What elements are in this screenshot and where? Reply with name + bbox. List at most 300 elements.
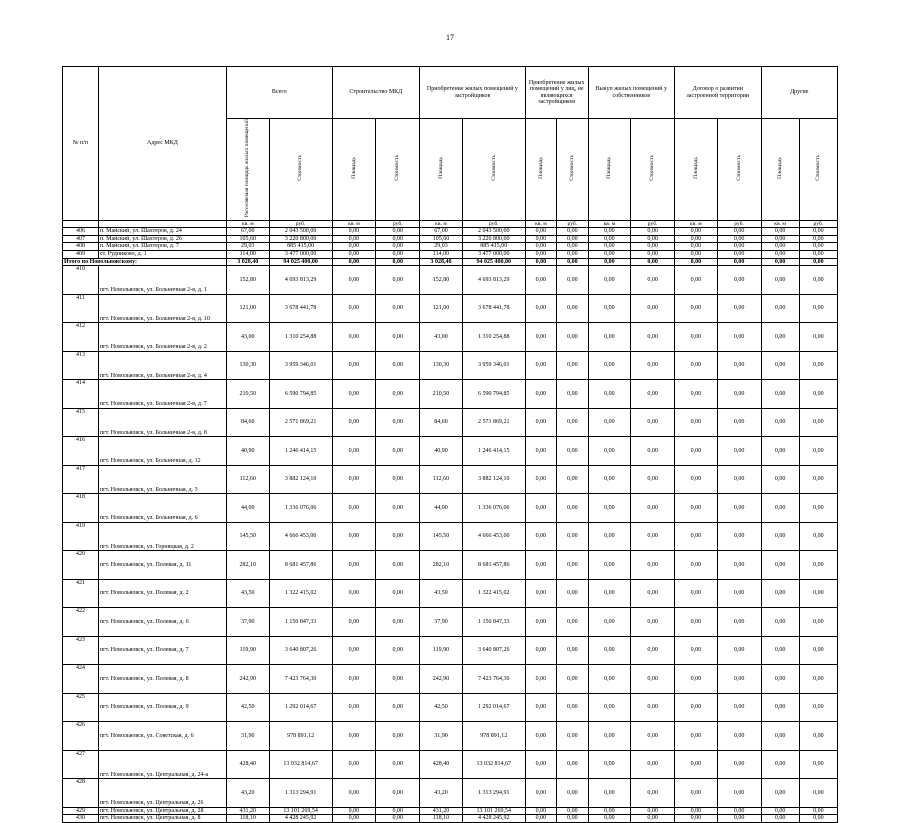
row-number: 420 [63,551,99,580]
area-cell: 0,00 [525,522,556,551]
address-cell: пгт. Новольвовск, ул. Больничная, д. 3 [98,465,226,494]
cost-cell: 0,00 [376,722,420,751]
cost-cell: 0,00 [376,522,420,551]
area-cell: 0,00 [761,636,799,665]
page-number: 17 [446,33,454,42]
cost-cell: 0,00 [717,243,761,251]
area-cell: 0,00 [332,380,376,409]
area-cell: 0,00 [525,494,556,523]
cost-cell: 0,00 [631,258,675,266]
cost-cell: 8 681 457,86 [269,551,332,580]
cost-cell: 13 101 269,54 [462,807,525,815]
area-cell: 0,00 [588,258,631,266]
cost-cell: 0,00 [557,815,588,823]
subheader-area: Площадь [420,119,463,221]
cost-cell: 0,00 [631,266,675,295]
area-cell: 152,80 [226,266,269,295]
cost-cell: 978 891,12 [462,722,525,751]
area-cell: 428,40 [420,750,463,779]
cost-cell: 0,00 [799,294,837,323]
cost-cell: 2 043 500,00 [462,228,525,236]
header-group: Приобретение жилых помещений у лиц, не являющихся застройщиком [525,67,588,119]
cost-cell: 0,00 [557,323,588,352]
row-number: 412 [63,323,99,352]
cost-cell: 0,00 [717,750,761,779]
area-cell: 0,00 [761,235,799,243]
row-number: 415 [63,408,99,437]
table-row [63,665,838,694]
cost-cell: 0,00 [717,608,761,637]
area-cell: 0,00 [588,228,631,236]
area-cell: 0,00 [761,750,799,779]
area-cell: 0,00 [761,266,799,295]
cost-cell: 0,00 [717,636,761,665]
cost-cell: 0,00 [557,779,588,808]
cost-cell: 0,00 [799,608,837,637]
area-cell: 0,00 [761,323,799,352]
cost-cell: 0,00 [376,750,420,779]
area-cell: 428,40 [226,750,269,779]
cost-cell: 0,00 [631,250,675,258]
cost-cell: 0,00 [631,243,675,251]
row-number: 406 [63,228,99,236]
area-cell: 0,00 [675,235,718,243]
cost-cell: 0,00 [557,351,588,380]
area-cell: 0,00 [675,266,718,295]
area-cell: 0,00 [332,665,376,694]
area-cell: 0,00 [525,243,556,251]
unit-cost: руб. [269,220,332,228]
area-cell: 0,00 [588,235,631,243]
address-cell: пгт. Новольвовск, ул. Больничная 2-я, д. 7 [98,380,226,409]
row-number: 408 [63,243,99,251]
area-cell: 0,00 [525,228,556,236]
area-cell: 0,00 [332,579,376,608]
cost-cell: 4 428 245,92 [462,815,525,823]
address-cell: пгт. Новольвовск, ул. Горняцкая, д. 2 [98,522,226,551]
cost-cell: 885 415,00 [462,243,525,251]
area-cell: 84,60 [420,408,463,437]
table-row [63,779,838,808]
cost-cell: 0,00 [557,636,588,665]
header-num: № п/п [63,67,99,221]
area-cell: 31,90 [226,722,269,751]
resettlement-table [62,66,838,823]
area-cell: 210,50 [226,380,269,409]
address-cell: пгт. Новольвовск, ул. Больничная, д. 6 [98,494,226,523]
cost-cell: 0,00 [631,551,675,580]
cost-cell: 0,00 [376,235,420,243]
table-row [63,693,838,722]
address-cell: пгт. Новольвовск, ул. Центральная, д. 8 [98,815,226,823]
header-group: Строительство МКД [332,67,420,119]
area-cell: 0,00 [332,323,376,352]
cost-cell: 3 640 807,26 [462,636,525,665]
cost-cell: 0,00 [799,494,837,523]
table-row [63,294,838,323]
area-cell: 105,60 [226,235,269,243]
unit-cost: руб. [799,220,837,228]
header-address: Адрес МКД [98,67,226,221]
subheader-cost: Стоимость [631,119,675,221]
area-cell: 431,20 [420,807,463,815]
cost-cell: 4 693 813,29 [462,266,525,295]
header-group: Всего [226,67,332,119]
area-cell: 0,00 [588,323,631,352]
cost-cell: 0,00 [717,235,761,243]
cost-cell: 0,00 [631,815,675,823]
area-cell: 0,00 [675,243,718,251]
cost-cell: 0,00 [376,551,420,580]
area-cell: 0,00 [332,779,376,808]
area-cell: 0,00 [588,665,631,694]
area-cell: 0,00 [761,608,799,637]
area-cell: 105,60 [420,235,463,243]
area-cell: 0,00 [332,608,376,637]
area-cell: 0,00 [525,815,556,823]
subheader-cost: Стоимость [376,119,420,221]
area-cell: 0,00 [761,243,799,251]
area-cell: 0,00 [761,408,799,437]
area-cell: 119,90 [226,636,269,665]
cost-cell: 3 477 000,00 [269,250,332,258]
address-cell: п. Майский, ул. Шахтеров, д. 26 [98,235,226,243]
cost-cell: 0,00 [631,522,675,551]
area-cell: 0,00 [525,722,556,751]
area-cell: 43,50 [226,579,269,608]
table-row [63,408,838,437]
area-cell: 67,00 [226,228,269,236]
cost-cell: 0,00 [799,465,837,494]
area-cell: 0,00 [675,408,718,437]
cost-cell: 0,00 [631,608,675,637]
area-cell: 0,00 [588,351,631,380]
area-cell: 0,00 [332,437,376,466]
cost-cell: 0,00 [376,258,420,266]
address-cell: пгт. Новольвовск, ул. Больничная 2-я, д. 1 [98,266,226,295]
area-cell: 40,90 [226,437,269,466]
area-cell: 0,00 [588,522,631,551]
cost-cell: 0,00 [376,693,420,722]
area-cell: 0,00 [588,494,631,523]
cost-cell: 0,00 [717,266,761,295]
cost-cell: 0,00 [631,722,675,751]
area-cell: 0,00 [525,693,556,722]
header-group: Договор о развитии застроенной территории [675,67,761,119]
area-cell: 0,00 [525,750,556,779]
cost-cell: 0,00 [799,258,837,266]
table-row [63,380,838,409]
cost-cell: 3 220 800,00 [269,235,332,243]
area-cell: 130,30 [420,351,463,380]
cost-cell: 0,00 [799,437,837,466]
area-cell: 44,00 [420,494,463,523]
area-cell: 0,00 [675,807,718,815]
area-cell: 0,00 [525,294,556,323]
table-row [63,243,838,251]
area-cell: 0,00 [332,294,376,323]
area-cell: 0,00 [525,258,556,266]
unit-area: кв. м [761,220,799,228]
cost-cell: 0,00 [631,323,675,352]
table-row [63,437,838,466]
table-row [63,494,838,523]
area-cell: 0,00 [761,665,799,694]
area-cell: 3 028,40 [420,258,463,266]
cost-cell: 0,00 [376,380,420,409]
cost-cell: 0,00 [376,579,420,608]
area-cell: 42,50 [226,693,269,722]
unit-cost: руб. [717,220,761,228]
area-cell: 152,80 [420,266,463,295]
table-row [63,228,838,236]
cost-cell: 0,00 [717,380,761,409]
area-cell: 0,00 [332,228,376,236]
row-number: 427 [63,750,99,779]
cost-cell: 0,00 [717,258,761,266]
unit-cost: руб. [376,220,420,228]
cost-cell: 1 150 847,33 [462,608,525,637]
address-cell: пгт. Новольвовск, ул. Больничная 2-я, д. 10 [98,294,226,323]
area-cell: 0,00 [675,465,718,494]
table-row [63,235,838,243]
cost-cell: 0,00 [557,665,588,694]
cost-cell: 0,00 [376,250,420,258]
cost-cell: 6 590 794,85 [269,380,332,409]
area-cell: 0,00 [332,235,376,243]
cost-cell: 1 310 254,88 [462,323,525,352]
cost-cell: 0,00 [799,408,837,437]
total-row [63,258,838,266]
address-cell: пгт. Новольвовск, ул. Больничная 2-я, д. 2 [98,323,226,352]
cost-cell: 0,00 [631,779,675,808]
area-cell: 0,00 [588,579,631,608]
address-cell: пгт. Новольвовск, ул. Больничная 2-я, д. 8 [98,408,226,437]
cost-cell: 0,00 [717,323,761,352]
unit-area: кв. м [588,220,631,228]
area-cell: 0,00 [588,250,631,258]
area-cell: 0,00 [761,294,799,323]
address-cell: пгт. Новольвовск, ул. Больничная 2-я, д. 4 [98,351,226,380]
cost-cell: 2 571 869,21 [462,408,525,437]
cost-cell: 2 043 500,00 [269,228,332,236]
cost-cell: 1 322 415,02 [462,579,525,608]
cost-cell: 4 428 245,92 [269,815,332,823]
cost-cell: 0,00 [557,807,588,815]
subheader-area: Площадь [588,119,631,221]
area-cell: 42,50 [420,693,463,722]
cost-cell: 0,00 [557,750,588,779]
cost-cell: 0,00 [717,579,761,608]
subheader-cost: Стоимость [717,119,761,221]
area-cell: 0,00 [675,258,718,266]
cost-cell: 0,00 [799,779,837,808]
area-cell: 242,90 [226,665,269,694]
cost-cell: 0,00 [376,608,420,637]
cost-cell: 0,00 [799,636,837,665]
cost-cell: 0,00 [376,665,420,694]
cost-cell: 0,00 [717,465,761,494]
area-cell: 0,00 [761,351,799,380]
area-cell: 0,00 [761,522,799,551]
area-cell: 0,00 [675,228,718,236]
area-cell: 43,50 [420,579,463,608]
cost-cell: 0,00 [799,815,837,823]
area-cell: 210,50 [420,380,463,409]
area-cell: 0,00 [588,608,631,637]
area-cell: 0,00 [761,693,799,722]
cost-cell: 0,00 [631,408,675,437]
cost-cell: 0,00 [557,608,588,637]
area-cell: 0,00 [675,693,718,722]
cost-cell: 7 423 764,30 [269,665,332,694]
area-cell: 0,00 [525,437,556,466]
table-row [63,579,838,608]
area-cell: 43,00 [420,323,463,352]
cost-cell: 1 246 414,15 [269,437,332,466]
cost-cell: 6 590 794,85 [462,380,525,409]
units-row [63,220,838,228]
unit-cost: руб. [557,220,588,228]
cost-cell: 0,00 [557,551,588,580]
area-cell: 0,00 [525,408,556,437]
address-cell: пгт. Новольвовск, ул. Полевая, д. 8 [98,665,226,694]
address-cell: п. Майский, ул. Шахтеров, д. 7 [98,243,226,251]
cost-cell: 0,00 [631,228,675,236]
cost-cell: 0,00 [631,693,675,722]
cost-cell: 0,00 [717,807,761,815]
cost-cell: 0,00 [376,243,420,251]
subheader-area: Расселяемая площадь жилых помещений [226,119,269,221]
address-cell: пгт. Новольвовск, ул. Центральная, д. 28 [98,807,226,815]
address-cell: пгт. Новольвовск, ул. Полевая, д. 9 [98,693,226,722]
cost-cell: 0,00 [631,579,675,608]
cost-cell: 13 032 814,67 [462,750,525,779]
cost-cell: 1 292 014,67 [269,693,332,722]
cost-cell: 0,00 [717,779,761,808]
area-cell: 0,00 [675,779,718,808]
area-cell: 0,00 [675,380,718,409]
cost-cell: 0,00 [557,408,588,437]
table-row [63,266,838,295]
table-row [63,323,838,352]
cost-cell: 0,00 [799,380,837,409]
area-cell: 431,20 [226,807,269,815]
area-cell: 0,00 [332,722,376,751]
area-cell: 0,00 [675,551,718,580]
area-cell: 0,00 [588,779,631,808]
area-cell: 0,00 [761,437,799,466]
cost-cell: 0,00 [717,551,761,580]
cost-cell: 94 025 400,00 [462,258,525,266]
area-cell: 3 028,40 [226,258,269,266]
row-number: 410 [63,266,99,295]
cost-cell: 3 678 441,78 [462,294,525,323]
area-cell: 0,00 [525,579,556,608]
area-cell: 114,00 [226,250,269,258]
cost-cell: 0,00 [799,522,837,551]
cost-cell: 0,00 [717,351,761,380]
cost-cell: 1 292 014,67 [462,693,525,722]
area-cell: 112,60 [420,465,463,494]
cost-cell: 0,00 [631,494,675,523]
cost-cell: 0,00 [631,750,675,779]
cost-cell: 0,00 [376,636,420,665]
address-cell: пгт. Новольвовск, ул. Больничная, д. 12 [98,437,226,466]
cost-cell: 0,00 [376,294,420,323]
cost-cell: 0,00 [631,465,675,494]
cost-cell: 0,00 [557,579,588,608]
area-cell: 31,90 [420,722,463,751]
cost-cell: 0,00 [376,815,420,823]
row-number: 411 [63,294,99,323]
cost-cell: 885 415,00 [269,243,332,251]
cost-cell: 0,00 [376,465,420,494]
cost-cell: 0,00 [799,266,837,295]
cost-cell: 0,00 [799,243,837,251]
unit-area: кв. м [332,220,376,228]
area-cell: 29,03 [420,243,463,251]
area-cell: 0,00 [525,235,556,243]
cost-cell: 0,00 [557,494,588,523]
table-row [63,815,838,823]
header-group: Выкуп жилых помещений у собственников [588,67,674,119]
cost-cell: 0,00 [376,807,420,815]
row-number: 414 [63,380,99,409]
area-cell: 84,60 [226,408,269,437]
cost-cell: 0,00 [631,807,675,815]
cost-cell: 0,00 [376,228,420,236]
cost-cell: 0,00 [631,235,675,243]
row-number: 417 [63,465,99,494]
area-cell: 43,00 [226,323,269,352]
table-row [63,522,838,551]
table-row [63,636,838,665]
area-cell: 43,20 [420,779,463,808]
cost-cell: 0,00 [717,815,761,823]
area-cell: 118,10 [420,815,463,823]
cost-cell: 0,00 [799,351,837,380]
cost-cell: 3 640 807,26 [269,636,332,665]
area-cell: 0,00 [588,551,631,580]
cost-cell: 1 313 294,91 [269,779,332,808]
area-cell: 0,00 [525,665,556,694]
area-cell: 29,03 [226,243,269,251]
area-cell: 0,00 [675,636,718,665]
table-body [63,228,838,823]
row-number: 423 [63,636,99,665]
cost-cell: 0,00 [631,294,675,323]
area-cell: 0,00 [525,636,556,665]
area-cell: 130,30 [226,351,269,380]
subheader-area: Площадь [675,119,718,221]
area-cell: 0,00 [761,579,799,608]
unit-area: кв. м [226,220,269,228]
area-cell: 0,00 [761,250,799,258]
area-cell: 121,00 [226,294,269,323]
cost-cell: 0,00 [376,494,420,523]
area-cell: 40,90 [420,437,463,466]
area-cell: 0,00 [761,779,799,808]
cost-cell: 1 336 076,06 [462,494,525,523]
area-cell: 282,10 [226,551,269,580]
cost-cell: 7 423 764,30 [462,665,525,694]
cost-cell: 0,00 [799,228,837,236]
cost-cell: 0,00 [557,266,588,295]
cost-cell: 0,00 [557,243,588,251]
area-cell: 0,00 [332,636,376,665]
cost-cell: 0,00 [376,408,420,437]
